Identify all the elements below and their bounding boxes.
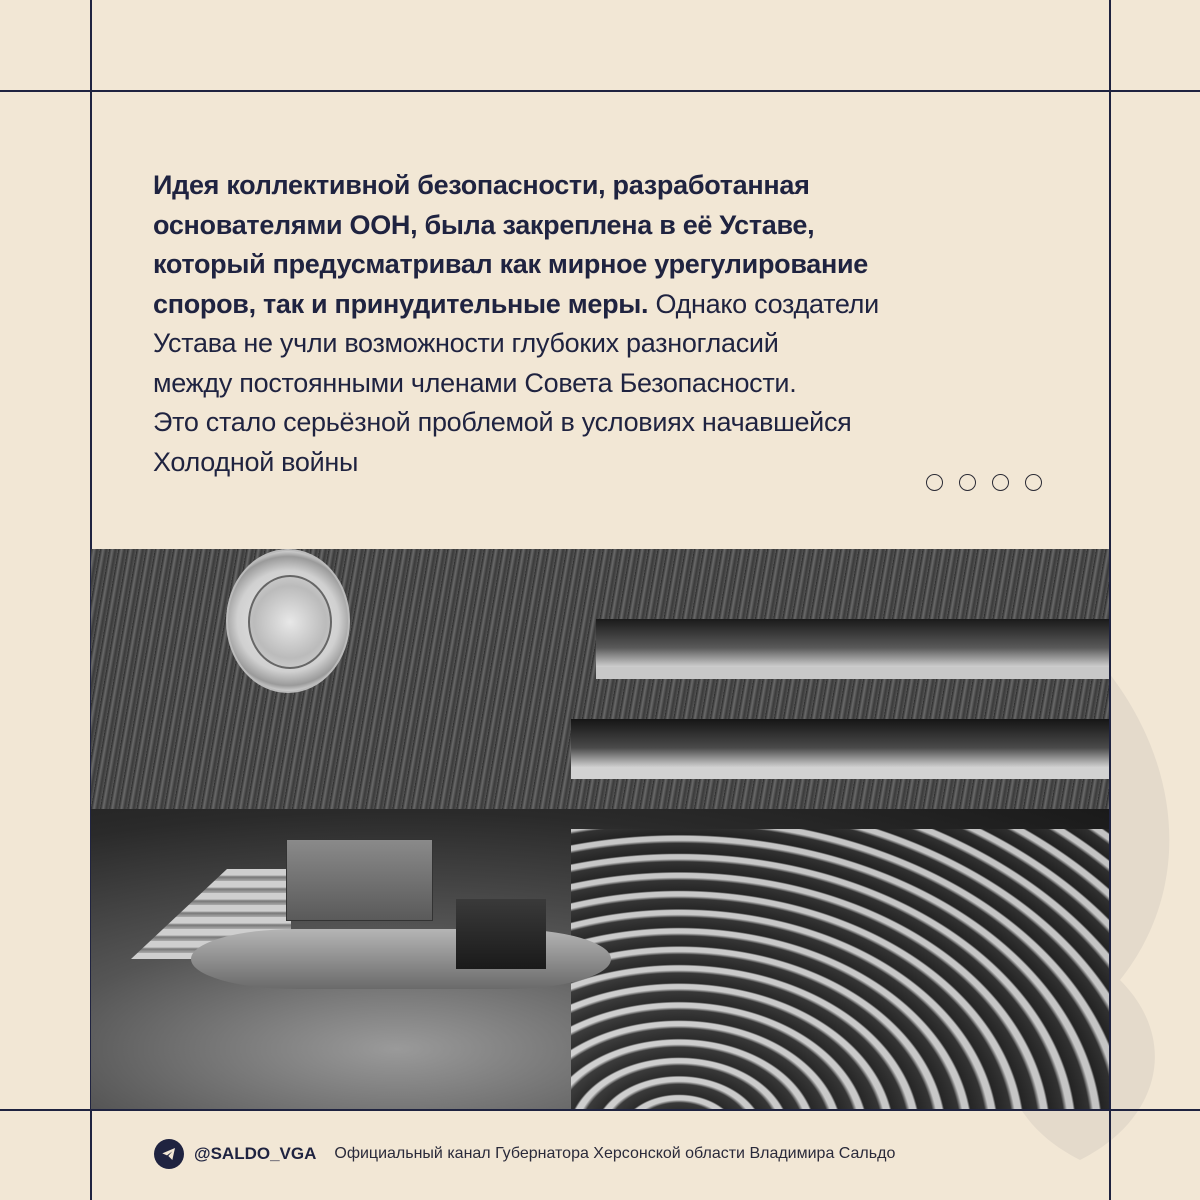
circle-outline-icon[interactable] <box>1025 474 1042 491</box>
body-text <box>153 166 1053 482</box>
lower-balcony <box>571 719 1109 767</box>
un-general-assembly-photo <box>91 549 1109 1109</box>
channel-handle[interactable]: @SALDO_VGA <box>194 1144 317 1163</box>
body-line: Это стало серьёзной проблемой в условиях начавшейся <box>153 407 852 437</box>
circle-outline-icon[interactable] <box>959 474 976 491</box>
body-line: Холодной войны <box>153 446 359 477</box>
frame-line-top <box>0 90 1200 92</box>
presidium-desk <box>286 839 433 921</box>
circle-outline-icon[interactable] <box>926 474 943 491</box>
footer <box>154 1139 895 1169</box>
body-line: Устава не учли возможности глубоких разногласий <box>153 328 779 358</box>
delegate-seats <box>571 829 1109 1109</box>
body-line: который предусматривал как мирное урегулирование <box>153 249 869 279</box>
body-line: Идея коллективной безопасности, разработанная <box>153 170 810 200</box>
body-line: споров, так и принудительные меры. Однако создатели <box>153 288 879 319</box>
circle-outline-icon[interactable] <box>992 474 1009 491</box>
upper-balcony <box>596 619 1109 667</box>
body-line: основателями ООН, была закреплена в её Уставе, <box>153 209 815 240</box>
speaker-podium <box>456 899 546 969</box>
pagination-dots <box>926 474 1042 491</box>
channel-description: Официальный канал Губернатора Херсонской области Владимира Сальдо <box>334 1145 896 1162</box>
lower-balcony-rail <box>571 767 1109 779</box>
telegram-icon[interactable] <box>154 1139 184 1169</box>
upper-balcony-rail <box>596 667 1109 679</box>
body-line: между постоянными членами Совета Безопасности. <box>153 367 797 398</box>
un-emblem-icon <box>226 549 350 693</box>
stage <box>191 929 611 989</box>
